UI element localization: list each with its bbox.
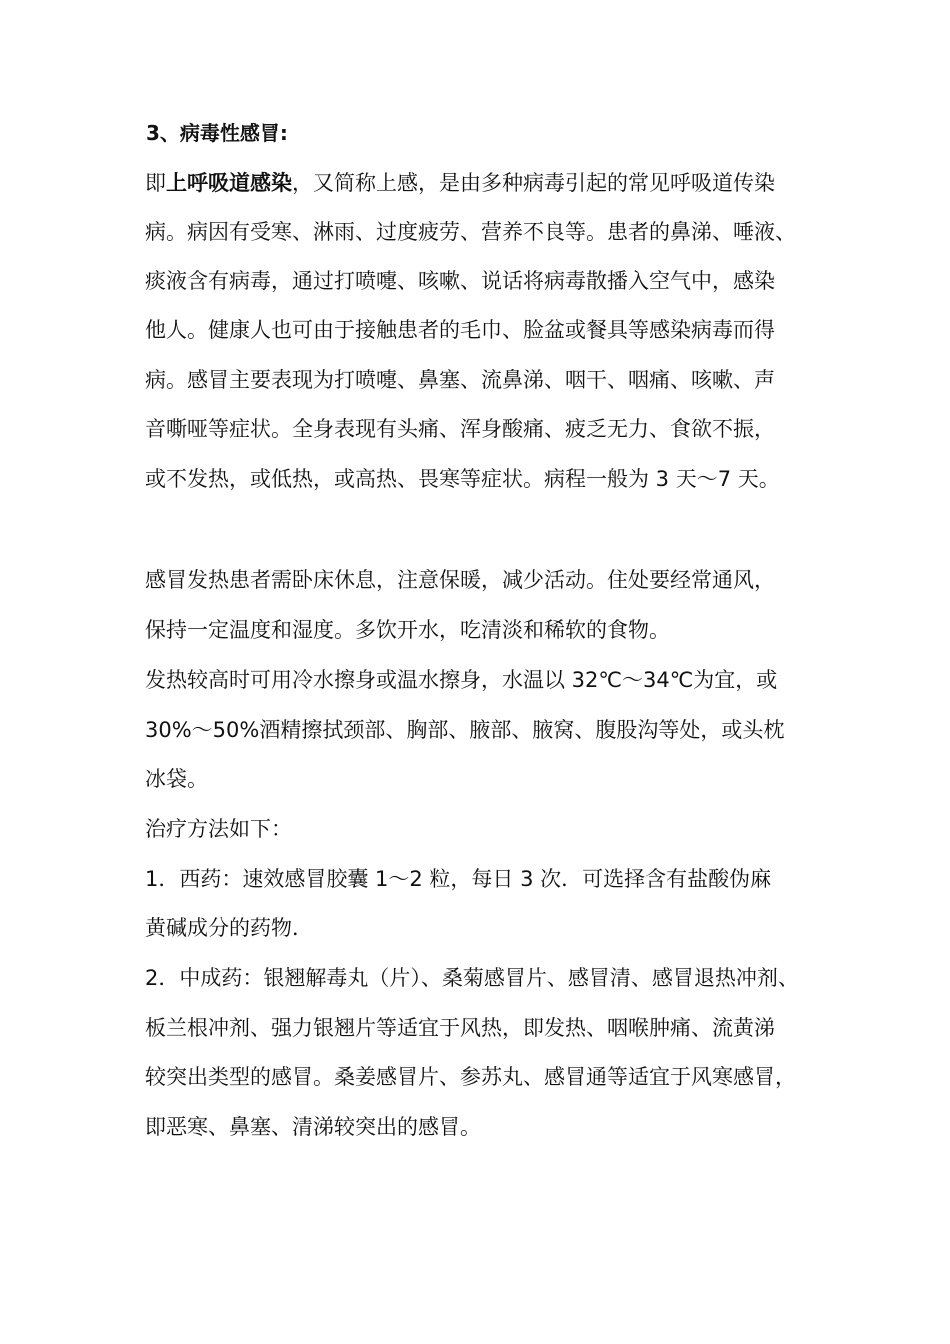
paragraph-line: 他人。健康人也可由于接触患者的毛巾、脸盆或餐具等感染病毒而得 <box>145 318 775 342</box>
paragraph-line: 板兰根冲剂、强力银翘片等适宜于风热，即发热、咽喉肿痛、流黄涕 <box>145 1016 775 1040</box>
paragraph-line: 黄碱成分的药物． <box>145 916 313 940</box>
paragraph-line: 2．中成药：银翘解毒丸（片）、桑菊感冒片、感冒清、感冒退热冲剂、 <box>145 966 799 990</box>
bold-term: 上呼吸道感染 <box>166 171 292 195</box>
paragraph-line: 或不发热，或低热，或高热、畏寒等症状。病程一般为 3 天～7 天。 <box>145 467 780 491</box>
paragraph-line: 痰液含有病毒，通过打喷嚏、咳嗽、说话将病毒散播入空气中，感染 <box>145 269 775 293</box>
paragraph-line: 治疗方法如下： <box>145 817 292 841</box>
paragraph-line <box>145 166 775 200</box>
line-rest: ，又简称上感，是由多种病毒引起的常见呼吸道传染 <box>292 171 775 195</box>
paragraph-line: 较突出类型的感冒。桑姜感冒片、参苏丸、感冒通等适宜于风寒感冒， <box>145 1065 796 1089</box>
paragraph-line: 30%～50%酒精擦拭颈部、胸部、腋部、腋窝、腹股沟等处，或头枕 <box>145 718 785 742</box>
section-heading: 3、病毒性感冒: <box>146 121 288 145</box>
paragraph-line: 冰袋。 <box>145 767 208 791</box>
paragraph-line: 发热较高时可用冷水擦身或温水擦身，水温以 32℃～34℃为宜，或 <box>145 668 778 692</box>
paragraph-line: 感冒发热患者需卧床休息，注意保暖，减少活动。住处要经常通风， <box>145 568 775 592</box>
paragraph-line: 1．西药：速效感冒胶囊 1～2 粒，每日 3 次．可选择含有盐酸伪麻 <box>145 867 772 891</box>
paragraph-line: 即恶寒、鼻塞、清涕较突出的感冒。 <box>145 1115 481 1139</box>
paragraph-line: 音嘶哑等症状。全身表现有头痛、浑身酸痛、疲乏无力、食欲不振， <box>145 417 775 441</box>
paragraph-line: 保持一定温度和湿度。多饮开水，吃清淡和稀软的食物。 <box>145 618 670 642</box>
paragraph-line: 病。感冒主要表现为打喷嚏、鼻塞、流鼻涕、咽干、咽痛、咳嗽、声 <box>145 368 775 392</box>
line-prefix: 即 <box>145 171 166 195</box>
paragraph-line: 病。病因有受寒、淋雨、过度疲劳、营养不良等。患者的鼻涕、唾液、 <box>145 220 796 244</box>
